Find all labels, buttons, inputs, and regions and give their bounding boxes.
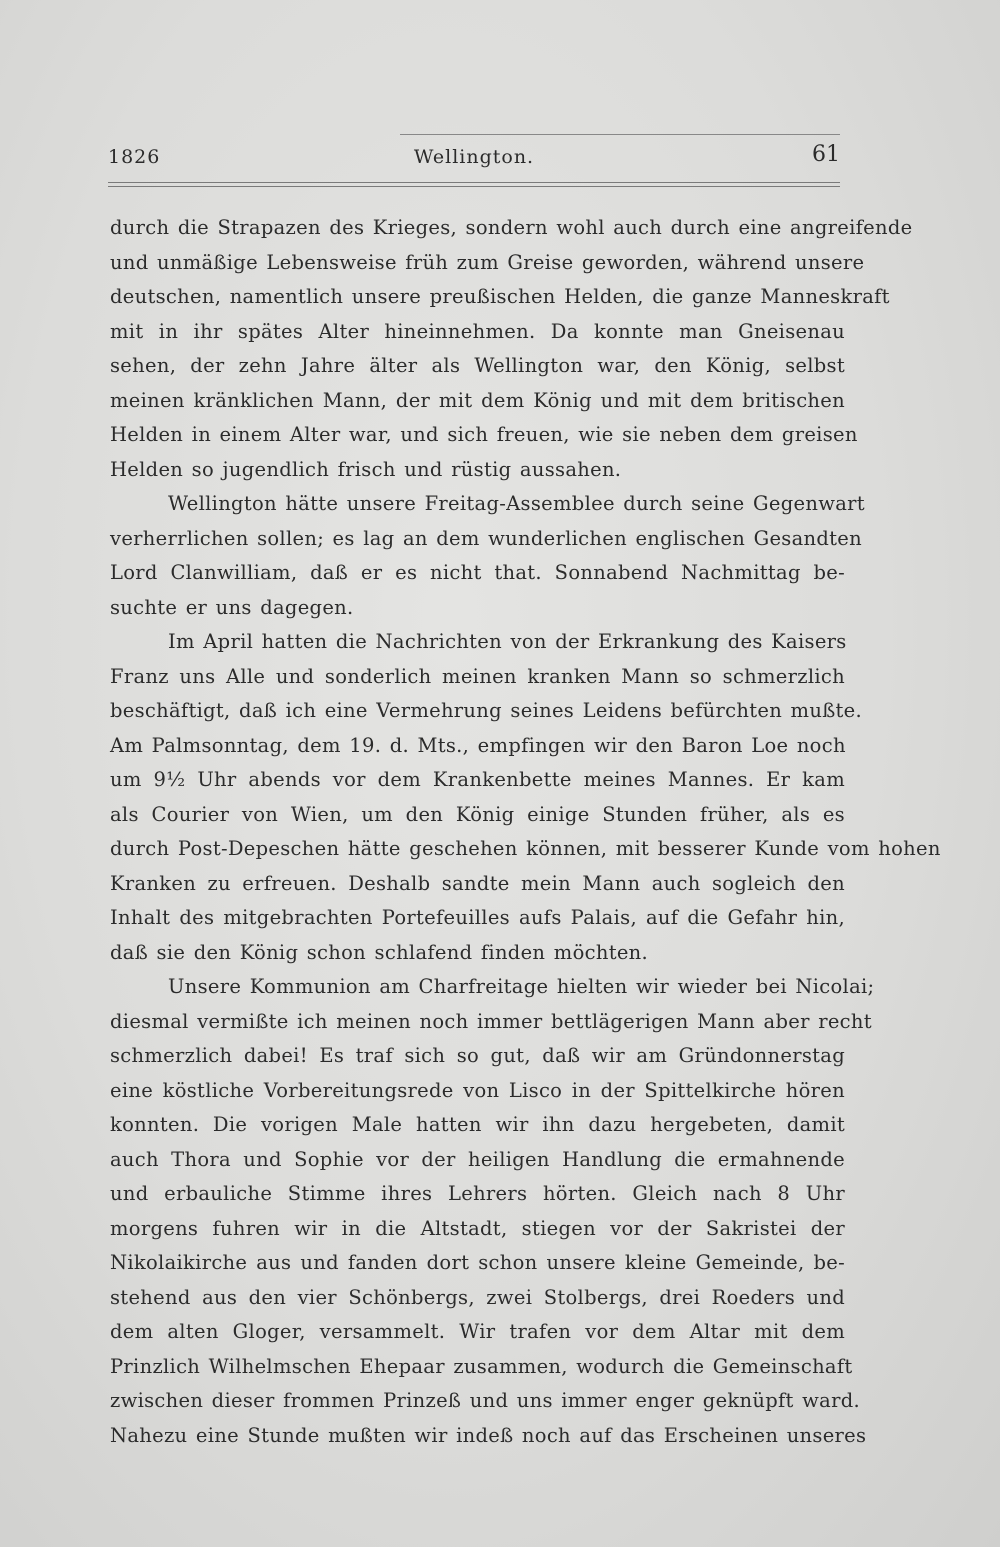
text-line: deutschen, namentlich unsere preußischen Helden, die ganze Manneskraft [110,285,890,308]
text-line: Helden so jugendlich frisch und rüstig aussahen. [110,457,622,481]
text-line: durch die Strapazen des Krieges, sondern wohl auch durch eine angreifende [110,216,913,239]
text-line: Franz uns Alle und sonderlich meinen kranken Mann so schmerzlich [110,664,845,688]
text-line: morgens fuhren wir in die Altstadt, stiegen vor der Sakristei der [110,1216,845,1240]
text-line: Wellington hätte unsere Freitag-Assemblee durch seine Gegenwart [168,492,865,515]
text-line: Inhalt des mitgebrachten Portefeuilles aufs Palais, auf die Gefahr hin, [110,906,845,929]
text-line: Am Palmsonntag, dem 19. d. Mts., empfingen wir den Baron Loe noch [110,733,846,757]
text-line: diesmal vermißte ich meinen noch immer bettlägerigen Mann aber recht [110,1009,872,1033]
text-line: Lord Clanwilliam, daß er es nicht that. Sonnabend Nachmittag be- [110,561,845,584]
text-line: daß sie den König schon schlafend finden möchten. [110,940,649,964]
text-line: dem alten Gloger, versammelt. Wir trafen vor dem Altar mit dem [110,1320,845,1343]
text-line: sehen, der zehn Jahre älter als Wellington war, den König, selbst [110,354,845,377]
header-title: Wellington. [413,146,535,168]
text-line: und unmäßige Lebensweise früh zum Greise geworden, während unsere [110,250,865,274]
text-line: Helden in einem Alter war, und sich freuen, wie sie neben dem greisen [110,423,858,446]
text-line: stehend aus den vier Schönbergs, zwei Stolbergs, drei Roeders und [110,1285,845,1309]
text-line: Nahezu eine Stunde mußten wir indeß noch auf das Erscheinen unseres [110,1423,867,1447]
text-line: durch Post-Depeschen hätte geschehen können, mit besserer Kunde vom hohen [110,837,941,860]
header-top-rule [400,134,840,135]
text-line: beschäftigt, daß ich eine Vermehrung seines Leidens befürchten mußte. [110,699,863,722]
page-number: 61 [812,142,840,167]
text-line: mit in ihr spätes Alter hineinnehmen. Da konnte man Gneisenau [110,319,845,343]
text-line: auch Thora und Sophie vor der heiligen Handlung die ermahnende [110,1147,845,1171]
text-line: Im April hatten die Nachrichten von der Erkrankung des Kaisers [168,630,847,653]
text-line: schmerzlich dabei! Es traf sich so gut, daß wir am Gründonnerstag [110,1044,845,1067]
header-year: 1826 [108,146,161,168]
text-line: Unsere Kommunion am Charfreitage hielten wir wieder bei Nicolai; [168,975,875,998]
text-line: um 9½ Uhr abends vor dem Krankenbette meines Mannes. Er kam [110,768,845,791]
text-line: und erbauliche Stimme ihres Lehrers hörten. Gleich nach 8 Uhr [110,1182,845,1205]
text-line: Nikolaikirche aus und fanden dort schon unsere kleine Gemeinde, be- [110,1251,845,1274]
text-line: konnten. Die vorigen Male hatten wir ihn dazu hergebeten, damit [110,1113,845,1136]
text-line: meinen kränklichen Mann, der mit dem König und mit dem britischen [110,388,845,412]
text-line: suchte er uns dagegen. [110,595,354,619]
header-rule [108,182,840,187]
text-line: Kranken zu erfreuen. Deshalb sandte mein Mann auch sogleich den [110,871,845,895]
text-line: zwischen dieser frommen Prinzeß und uns immer enger geknüpft ward. [110,1389,860,1412]
text-line: als Courier von Wien, um den König einige Stunden früher, als es [110,802,845,826]
running-header [108,140,840,180]
text-line: verherrlichen sollen; es lag an dem wunderlichen englischen Gesandten [110,526,863,550]
text-line: Prinzlich Wilhelmschen Ehepaar zusammen, wodurch die Gemeinschaft [110,1354,853,1378]
body-text [110,211,941,1453]
text-line: eine köstliche Vorbereitungsrede von Lisco in der Spittelkirche hören [110,1078,845,1102]
